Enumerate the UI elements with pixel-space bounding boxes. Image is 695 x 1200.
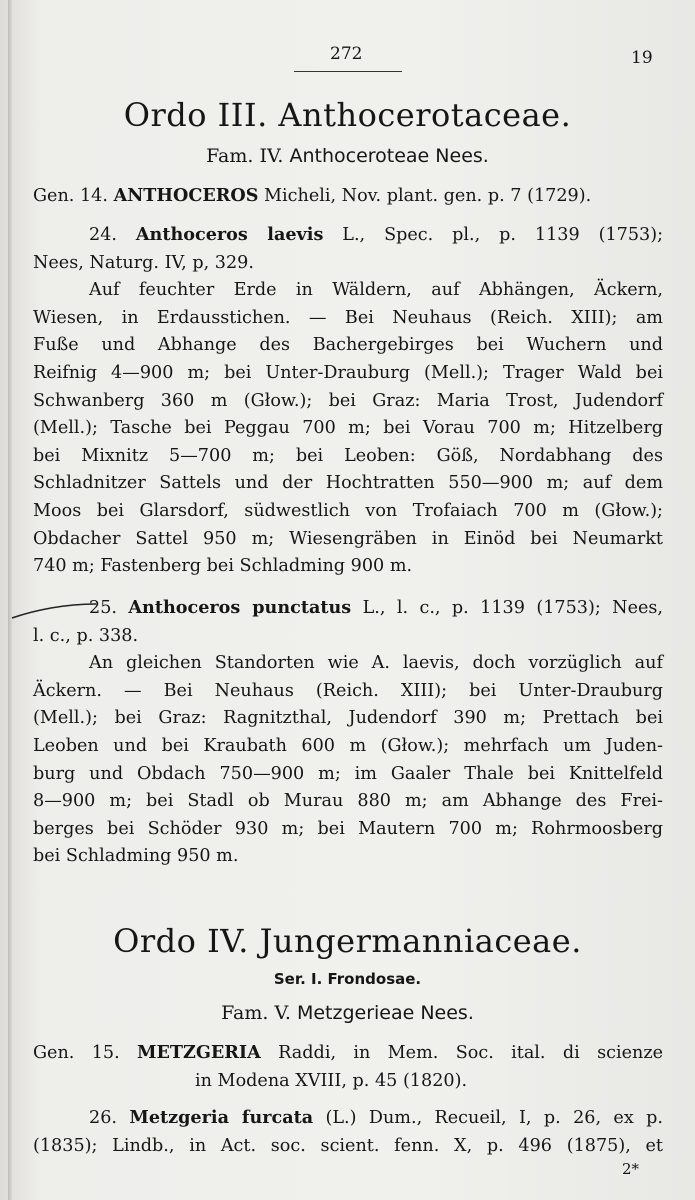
species-25-text-line: 8—900 m; bei Stadl ob Murau 880 m; am Abhange des Frei- bbox=[33, 791, 663, 812]
family-heading-anthoceroteae bbox=[0, 145, 695, 167]
family-name: Anthoceroteae Nees. bbox=[289, 145, 489, 167]
species-24-text-line: Obdacher Sattel 950 m; Wiesengräben in Einöd bei Neumarkt bbox=[33, 528, 663, 549]
series-heading: Ser. I. Frondosae. bbox=[273, 970, 422, 988]
species-24-name: Anthoceros laevis bbox=[135, 224, 324, 245]
page-number-rule bbox=[294, 71, 402, 72]
species-24-text-line: Fuße und Abhange des Bachergebirges bei Wuchern und bbox=[33, 335, 663, 356]
family-prefix: Fam. IV. bbox=[206, 145, 284, 167]
species-26-heading: 26. Metzgeria furcata (L.) Dum., Recueil, I, p. 26, ex p. bbox=[89, 1107, 663, 1128]
species-26-reference: (1835); Lindb., in Act. soc. scient. fenn. X, p. 496 (1875), et bbox=[33, 1135, 663, 1156]
species-25-heading: 25. Anthoceros punctatus L., l. c., p. 1139 (1753); Nees, bbox=[89, 597, 664, 618]
order-heading-jungermanniaceae: Ordo IV. Jungermanniaceae. bbox=[113, 922, 582, 960]
species-25-text-line: bei Schladming 950 m. bbox=[33, 846, 239, 867]
species-24-text-line: 740 m; Fastenberg bei Schladming 900 m. bbox=[33, 556, 413, 577]
genus-metzgeria bbox=[33, 1039, 663, 1095]
species-25-name: Anthoceros punctatus bbox=[128, 597, 352, 618]
species-24-text-line: (Mell.); Tasche bei Peggau 700 m; bei Vorau 700 m; Hitzelberg bbox=[33, 418, 663, 439]
species-25-text-line: burg und Obdach 750—900 m; im Gaaler Thale bei Knittelfeld bbox=[33, 763, 663, 784]
species-24-text-line: Auf feuchter Erde in Wäldern, auf Abhängen, Äckern, bbox=[89, 280, 663, 301]
page-number: 19 bbox=[631, 48, 653, 68]
species-24-text-line: Reifnig 4—900 m; bei Unter-Drauburg (Mell.); Trager Wald bei bbox=[33, 362, 663, 383]
order-heading-anthocerotaceae: Ordo III. Anthocerotaceae. bbox=[123, 96, 572, 134]
species-24-text-line: Schwanberg 360 m (Głow.); bei Graz: Maria Trost, Judendorf bbox=[33, 390, 663, 411]
signature-mark: 2* bbox=[622, 1160, 640, 1178]
species-25-entry bbox=[33, 594, 663, 871]
species-25-text-line: Äckern. — Bei Neuhaus (Reich. XIII); bei Unter-Drauburg bbox=[33, 680, 663, 701]
genus-line: Gen. 15. METZGERIA Raddi, in Mem. Soc. ital. di scienze bbox=[33, 1042, 664, 1063]
species-24-text-line: bei Mixnitz 5—700 m; bei Leoben: Göß, Nordabhang des bbox=[33, 445, 663, 466]
genus-reference: in Modena XVIII, p. 45 (1820). bbox=[195, 1070, 468, 1091]
species-25-reference: l. c., p. 338. bbox=[33, 625, 139, 646]
species-25-text-line: (Mell.); bei Graz: Ragnitzthal, Judendorf 390 m; Prettach bei bbox=[33, 708, 663, 729]
species-26-entry bbox=[33, 1104, 663, 1160]
species-25-text-line: Leoben und bei Kraubath 600 m (Głow.); mehrfach um Juden- bbox=[33, 735, 663, 756]
species-24-reference: Nees, Naturg. IV, p, 329. bbox=[33, 252, 254, 273]
family-heading-metzgerieae bbox=[0, 1002, 695, 1024]
genus-name: METZGERIA bbox=[137, 1042, 261, 1063]
species-26-name: Metzgeria furcata bbox=[129, 1107, 314, 1128]
page-number-original: 272 bbox=[330, 44, 363, 64]
species-25-text-line: An gleichen Standorten wie A. laevis, doch vorzüglich auf bbox=[89, 653, 663, 674]
species-24-text-line: Schladnitzer Sattels und der Hochtratten 550—900 m; auf dem bbox=[33, 473, 663, 494]
species-24-text-line: Moos bei Glarsdorf, südwestlich von Trofaiach 700 m (Głow.); bbox=[33, 500, 663, 521]
species-24-entry bbox=[33, 221, 663, 581]
species-24-heading: 24. Anthoceros laevis L., Spec. pl., p. 1139 (1753); bbox=[89, 224, 664, 245]
family-prefix: Fam. V. bbox=[221, 1002, 291, 1024]
genus-line: Gen. 14. ANTHOCEROS Micheli, Nov. plant. gen. p. 7 (1729). bbox=[33, 185, 592, 206]
genus-name: ANTHOCEROS bbox=[113, 185, 259, 206]
species-24-text-line: Wiesen, in Erdausstichen. — Bei Neuhaus (Reich. XIII); am bbox=[33, 307, 663, 328]
species-25-text-line: berges bei Schöder 930 m; bei Mautern 700 m; Rohrmoosberg bbox=[33, 818, 663, 839]
genus-anthoceros bbox=[33, 182, 663, 211]
family-name: Metzgerieae Nees. bbox=[296, 1002, 474, 1024]
